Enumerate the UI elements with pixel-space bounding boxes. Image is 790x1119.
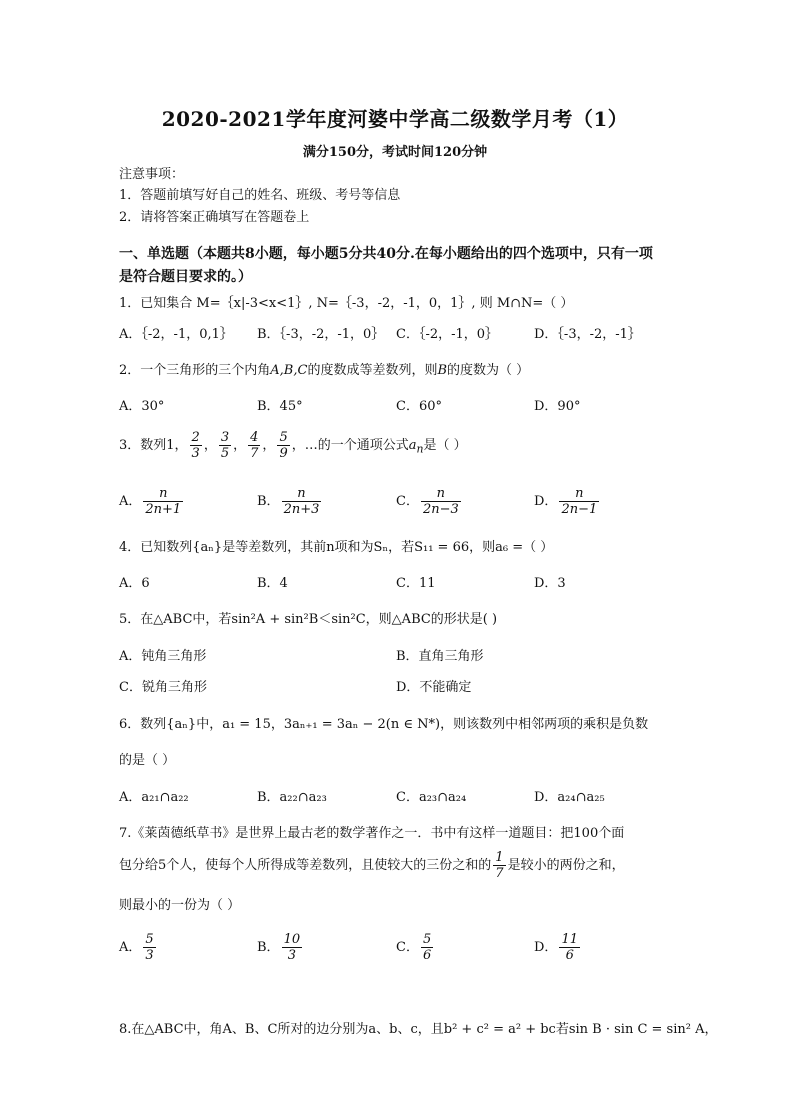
q3-fraction	[277, 430, 289, 461]
q6-option-c: C．a₂₃∩a₂₄	[396, 790, 467, 805]
q7-option-d-label: D．	[534, 940, 558, 955]
q3-frac1-den: 3	[191, 446, 200, 461]
q4-stem: 4．已知数列{aₙ}是等差数列，其前n项和为Sₙ，若S₁₁ = 66，则a₆ =（ ）	[119, 540, 554, 555]
q7-option-b-frac	[282, 932, 303, 963]
q2-option-b: B．45°	[257, 399, 303, 414]
q3-option-d	[534, 486, 601, 517]
q5-option-d: D．不能确定	[396, 680, 472, 695]
frac-den: 2n+1	[145, 502, 182, 517]
q6-stem-line2: 的是（ ）	[119, 753, 176, 768]
q2-stem-part3: 的度数为（ ）	[447, 363, 530, 378]
frac-den: 2n+3	[283, 502, 320, 517]
frac-num: n	[421, 486, 461, 502]
q7-line2-part1: 包分给5个人，使每个人所得成等差数列，且使较大的三份之和的	[119, 858, 492, 873]
frac-num: n	[143, 486, 183, 502]
q7-option-c-frac	[421, 932, 433, 963]
frac-den: 2n−1	[561, 502, 598, 517]
frac-num: 5	[145, 932, 154, 947]
q3-frac3-num: 4	[250, 430, 259, 445]
q5-option-b: B．直角三角形	[396, 649, 484, 664]
notice-item-1: 1．答题前填写好自己的姓名、班级、考号等信息	[119, 188, 401, 203]
frac-num: n	[282, 486, 322, 502]
q1-option-b: B．｛-3，-2，-1，0｝	[257, 327, 385, 342]
q3-option-b-label: B．	[257, 494, 280, 509]
q3-term-var: a	[408, 438, 417, 453]
q5-stem: 5．在△ABC中，若sin²A + sin²B＜sin²C，则△ABC的形状是( )	[119, 612, 498, 627]
q3-fraction	[190, 430, 202, 461]
frac-den: 7	[495, 866, 504, 881]
q3-option-d-frac	[559, 486, 599, 517]
section-heading-line1: 一、单选题（本题共8小题，每小题5分共40分.在每小题给出的四个选项中，只有一项	[119, 246, 653, 262]
q3-frac1-num: 2	[191, 430, 200, 445]
q7-fraction	[493, 850, 505, 881]
q3-suffix-a: ，…的一个通项公式	[291, 438, 409, 453]
notice-item-2: 2．请将答案正确填写在答题卷上	[119, 210, 310, 225]
q1-stem: 1．已知集合 M=｛x|-3<x<1｝, N=｛-3，-2，-1，0，1｝, 则 M∩N=（ ）	[119, 296, 574, 311]
q3-option-a-label: A．	[119, 494, 142, 509]
q4-option-b: B．4	[257, 576, 288, 591]
q3-option-b	[257, 486, 323, 517]
q6-option-d: D．a₂₄∩a₂₅	[534, 790, 605, 805]
q3-option-c	[396, 486, 463, 517]
q6-option-a: A．a₂₁∩a₂₂	[119, 790, 189, 805]
q7-option-a-frac	[143, 932, 155, 963]
q1-option-a: A．｛-2，-1，0,1｝	[119, 327, 233, 342]
q3-option-a-frac	[143, 486, 183, 517]
q4-option-c: C．11	[396, 576, 436, 591]
q2-option-c: C．60°	[396, 399, 442, 414]
q7-option-a	[119, 932, 158, 963]
q6-option-b: B．a₂₂∩a₂₃	[257, 790, 327, 805]
q7-line1: 7.《莱茵德纸草书》是世界上最古老的数学著作之一．书中有这样一道题目：把100个面	[119, 826, 625, 841]
q3-suffix-b: 是（ ）	[423, 438, 467, 453]
q7-option-b-label: B．	[257, 940, 280, 955]
q2-stem-part1: 2．一个三角形的三个内角	[119, 363, 271, 378]
q7-option-c-label: C．	[396, 940, 419, 955]
q3-option-a	[119, 486, 185, 517]
q3-frac2-num: 3	[220, 430, 230, 445]
q8-stem: 8.在△ABC中，角A、B、C所对的边分别为a、b、c，且b² + c² = a² + bc若sin B · sin C = sin² A，	[119, 1022, 718, 1037]
notice-heading: 注意事项：	[119, 167, 185, 182]
q7-option-d-frac	[559, 932, 580, 963]
q2-stem-vars: A,B,C	[270, 363, 308, 378]
q7-option-a-label: A．	[119, 940, 142, 955]
q5-option-c: C．锐角三角形	[119, 680, 207, 695]
q3-frac4-num: 5	[279, 430, 288, 445]
q2-option-d: D．90°	[534, 399, 581, 414]
q3-option-d-label: D．	[534, 494, 558, 509]
frac-num: 1	[495, 850, 504, 865]
q7-option-b	[257, 932, 304, 963]
frac-num: 5	[422, 932, 432, 947]
frac-den: 6	[422, 948, 432, 963]
q3-option-c-label: C．	[396, 494, 419, 509]
frac-num: n	[559, 486, 599, 502]
q6-stem-line1: 6．数列{aₙ}中，a₁ = 15，3aₙ₊₁ = 3aₙ − 2(n ∈ N*)，则该数列中相邻两项的乘积是负数	[119, 717, 649, 732]
q7-option-c	[396, 932, 435, 963]
q2-option-a: A．30°	[119, 399, 165, 414]
q4-option-a: A．6	[119, 576, 150, 591]
q2-stem-var-b: B	[437, 363, 448, 378]
q4-option-d: D．3	[534, 576, 566, 591]
frac-num: 11	[561, 932, 578, 947]
q3-fraction	[248, 430, 260, 461]
q7-line2	[119, 850, 625, 881]
q3-option-b-frac	[282, 486, 322, 517]
q2-stem	[119, 359, 529, 378]
q7-line2-part2: 是较小的两份之和，	[507, 858, 625, 873]
page-title: 2020-2021学年度河婆中学高二级数学月考（1）	[161, 107, 629, 131]
q3-prefix: 3．数列1，	[119, 438, 188, 453]
frac-den: 6	[565, 948, 574, 963]
frac-num: 10	[283, 932, 301, 947]
q5-option-a: A．钝角三角形	[119, 649, 207, 664]
frac-den: 3	[287, 948, 296, 963]
q3-frac3-den: 7	[250, 446, 259, 461]
page-subtitle: 满分150分，考试时间120分钟	[302, 145, 488, 160]
q1-option-d: D．｛-3，-2，-1｝	[534, 327, 641, 342]
q3-fraction	[219, 430, 231, 461]
section-heading-line2: 是符合题目要求的。）	[119, 269, 252, 285]
q3-option-c-frac	[421, 486, 461, 517]
q3-stem: 3．数列1， $\frac{2}{3}$ ， $\frac{3}{5}$ ， $\frac{4}{7}$ ， $\frac{5}{9}$ ，…的一个通项公式$a_n$是（ ）	[119, 430, 467, 461]
q3-term-sub: n	[416, 442, 424, 456]
frac-den: 2n−3	[422, 502, 459, 517]
frac-den: 3	[145, 948, 154, 963]
q3-frac4-den: 9	[279, 446, 288, 461]
q7-line3: 则最小的一份为（ ）	[119, 898, 241, 913]
q3-frac2-den: 5	[220, 446, 230, 461]
q7-option-d	[534, 932, 582, 963]
q2-stem-part2: 的度数成等差数列，则	[307, 363, 438, 378]
q1-option-c: C．｛-2，-1，0｝	[396, 327, 499, 342]
